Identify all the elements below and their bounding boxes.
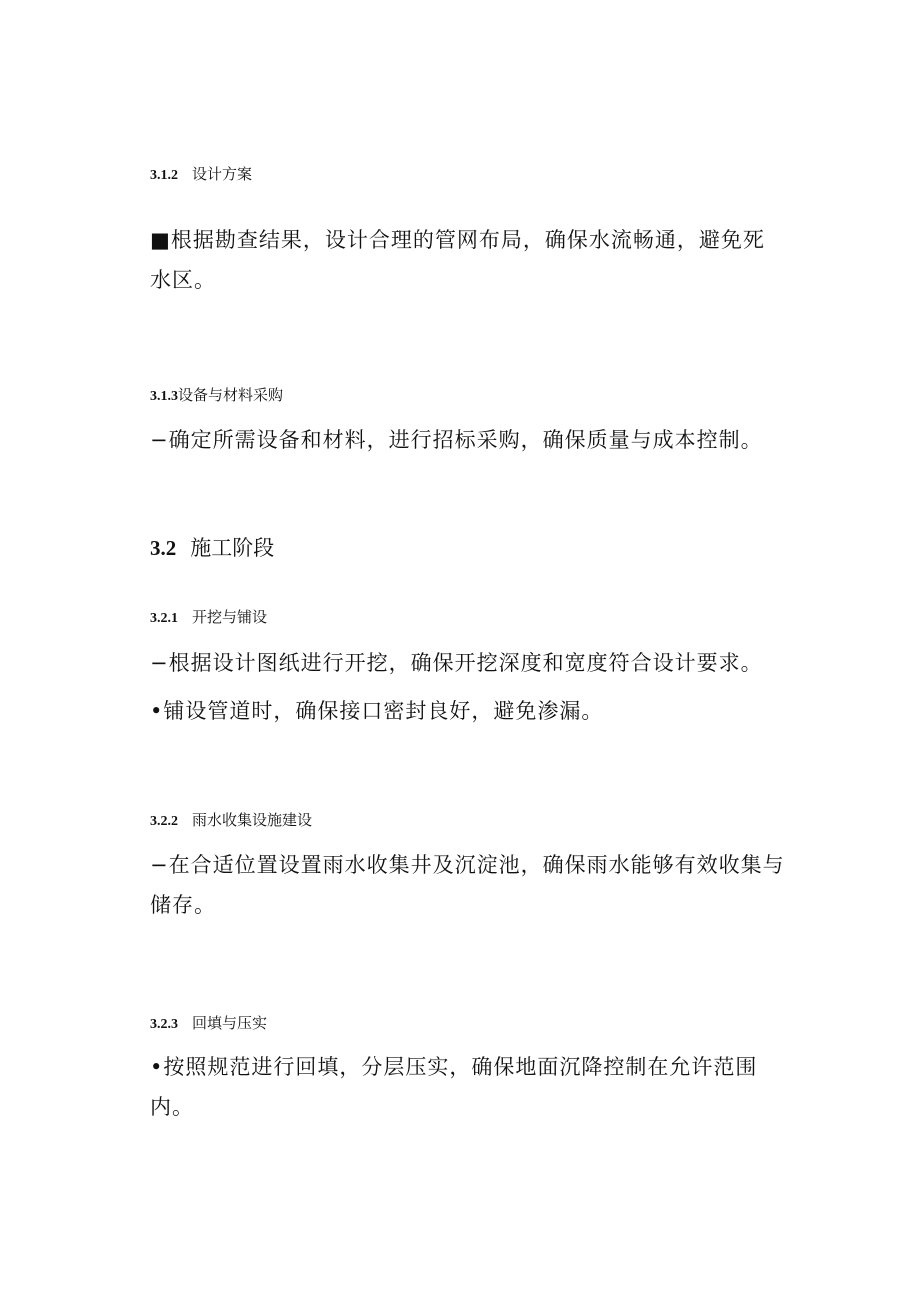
paragraph-line: ■根据勘查结果，设计合理的管网布局，确保水流畅通，避免死 [150, 228, 765, 252]
section-title: 设计方案 [192, 165, 253, 183]
section-heading [150, 810, 312, 832]
section-number: 3.1.2 [150, 168, 178, 183]
paragraph [150, 420, 815, 460]
paragraph-line: −在合适位置设置雨水收集井及沉淀池，确保雨水能够有效收集与 [150, 853, 785, 877]
section-heading [150, 607, 267, 629]
paragraph-line: −确定所需设备和材料，进行招标采购，确保质量与成本控制。 [150, 428, 763, 452]
paragraph-line: •铺设管道时，确保接口密封良好，避免渗漏。 [150, 699, 604, 723]
paragraph [150, 1047, 815, 1127]
paragraph-line: 水区。 [150, 268, 216, 292]
paragraph [150, 691, 815, 731]
section-title: 设备与材料采购 [178, 386, 284, 404]
section-heading [150, 164, 252, 186]
section-title: 回填与压实 [192, 1014, 268, 1032]
paragraph-line: •按照规范进行回填，分层压实，确保地面沉降控制在允许范围 [150, 1055, 758, 1079]
paragraph-line: −根据设计图纸进行开挖，确保开挖深度和宽度符合设计要求。 [150, 651, 763, 675]
section-title: 开挖与铺设 [192, 608, 268, 626]
chapter-title: 施工阶段 [190, 536, 275, 560]
paragraph-line: 储存。 [150, 893, 216, 917]
section-title: 雨水收集设施建设 [192, 811, 313, 829]
section-number: 3.1.3 [150, 389, 178, 404]
chapter-number: 3.2 [150, 536, 177, 560]
section-number: 3.2.1 [150, 611, 178, 626]
paragraph [150, 845, 815, 925]
section-heading [150, 1013, 267, 1035]
chapter-heading [150, 534, 274, 562]
section-number: 3.2.2 [150, 814, 178, 829]
paragraph-line: 内。 [150, 1095, 194, 1119]
paragraph [150, 643, 815, 683]
section-heading [150, 385, 283, 407]
paragraph [150, 220, 815, 300]
section-number: 3.2.3 [150, 1017, 178, 1032]
